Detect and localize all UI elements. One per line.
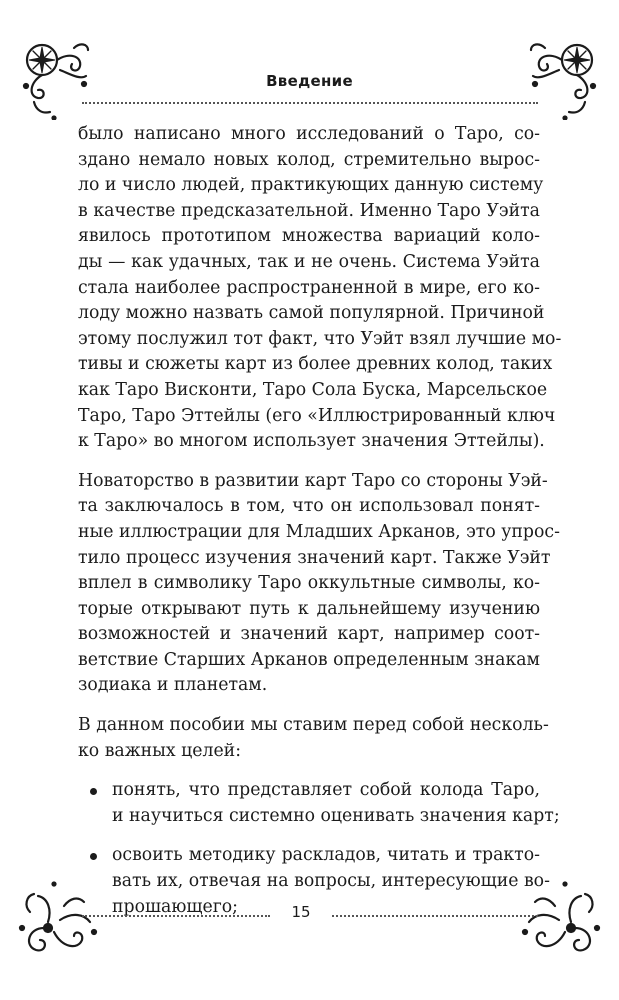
bullet-item-1 xyxy=(78,778,560,829)
text-line: тивы и сюжеты карт из более древних колод, таких xyxy=(78,354,553,375)
text-line: как Таро Висконти, Таро Сола Буска, Марсельское xyxy=(78,379,548,400)
paragraph-3 xyxy=(78,713,549,764)
text-line: Таро, Таро Эттейлы (его «Иллюстрированный ключ xyxy=(78,405,556,426)
page-body xyxy=(78,122,562,934)
text-line: лоду можно назвать самой популярной. Причиной xyxy=(78,303,545,324)
text-line: зодиака и планетам. xyxy=(78,675,268,696)
text-line: явилось прототипом множества вариаций коло- xyxy=(78,226,540,247)
text-line: ды — как удачных, так и не очень. Система Уэйта xyxy=(78,251,540,272)
text-line: В данном пособии мы ставим перед собой несколь- xyxy=(78,715,549,736)
text-line: ло и число людей, практикующих данную систему xyxy=(78,175,544,196)
bullet-dot-icon xyxy=(90,853,97,860)
text-line: та заключалось в том, что он использовал понят- xyxy=(78,496,540,517)
text-line: здано немало новых колод, стремительно вырос- xyxy=(78,149,540,170)
text-line: вплел в символику Таро оккультные символы, ко- xyxy=(78,573,540,594)
text-line: прошающего; xyxy=(112,896,238,917)
footer-dotted-rule-right xyxy=(332,915,538,917)
text-line: ветствие Старших Арканов определенным знакам xyxy=(78,649,540,670)
running-header-title: Введение xyxy=(266,72,353,90)
text-line: в качестве предсказательной. Именно Таро Уэйта xyxy=(78,200,540,221)
bullet-dot-icon xyxy=(90,788,97,795)
text-line: и научиться системно оценивать значения карт; xyxy=(112,805,560,826)
text-line: этому послужил тот факт, что Уэйт взял лучшие мо- xyxy=(78,328,562,349)
text-line: торые открывают путь к дальнейшему изучению xyxy=(78,598,540,619)
text-line: возможностей и значений карт, например соот- xyxy=(78,624,540,645)
text-line: стала наиболее распространенной в мире, его ко- xyxy=(78,277,540,298)
paragraph-2 xyxy=(78,469,560,699)
page-number: 15 xyxy=(291,903,311,921)
text-line: тило процесс изучения значений карт. Также Уэйт xyxy=(78,547,551,568)
text-line: вать их, отвечая на вопросы, интересующие во- xyxy=(112,871,550,892)
text-line: ко важных целей: xyxy=(78,740,242,761)
header-dotted-rule xyxy=(82,102,538,104)
text-line: к Таро» во многом использует значения Эттейлы). xyxy=(78,431,545,452)
paragraph-1 xyxy=(78,122,562,455)
text-line: понять, что представляет собой колода Таро, xyxy=(112,780,540,801)
footer-dotted-rule-left xyxy=(82,915,270,917)
text-line: Новаторство в развитии карт Таро со стороны Уэй- xyxy=(78,470,548,491)
text-line: было написано много исследований о Таро, со- xyxy=(78,124,540,144)
text-line: ные иллюстрации для Младших Арканов, это упрос- xyxy=(78,521,560,542)
text-line: освоить методику раскладов, читать и тракто- xyxy=(112,845,540,866)
